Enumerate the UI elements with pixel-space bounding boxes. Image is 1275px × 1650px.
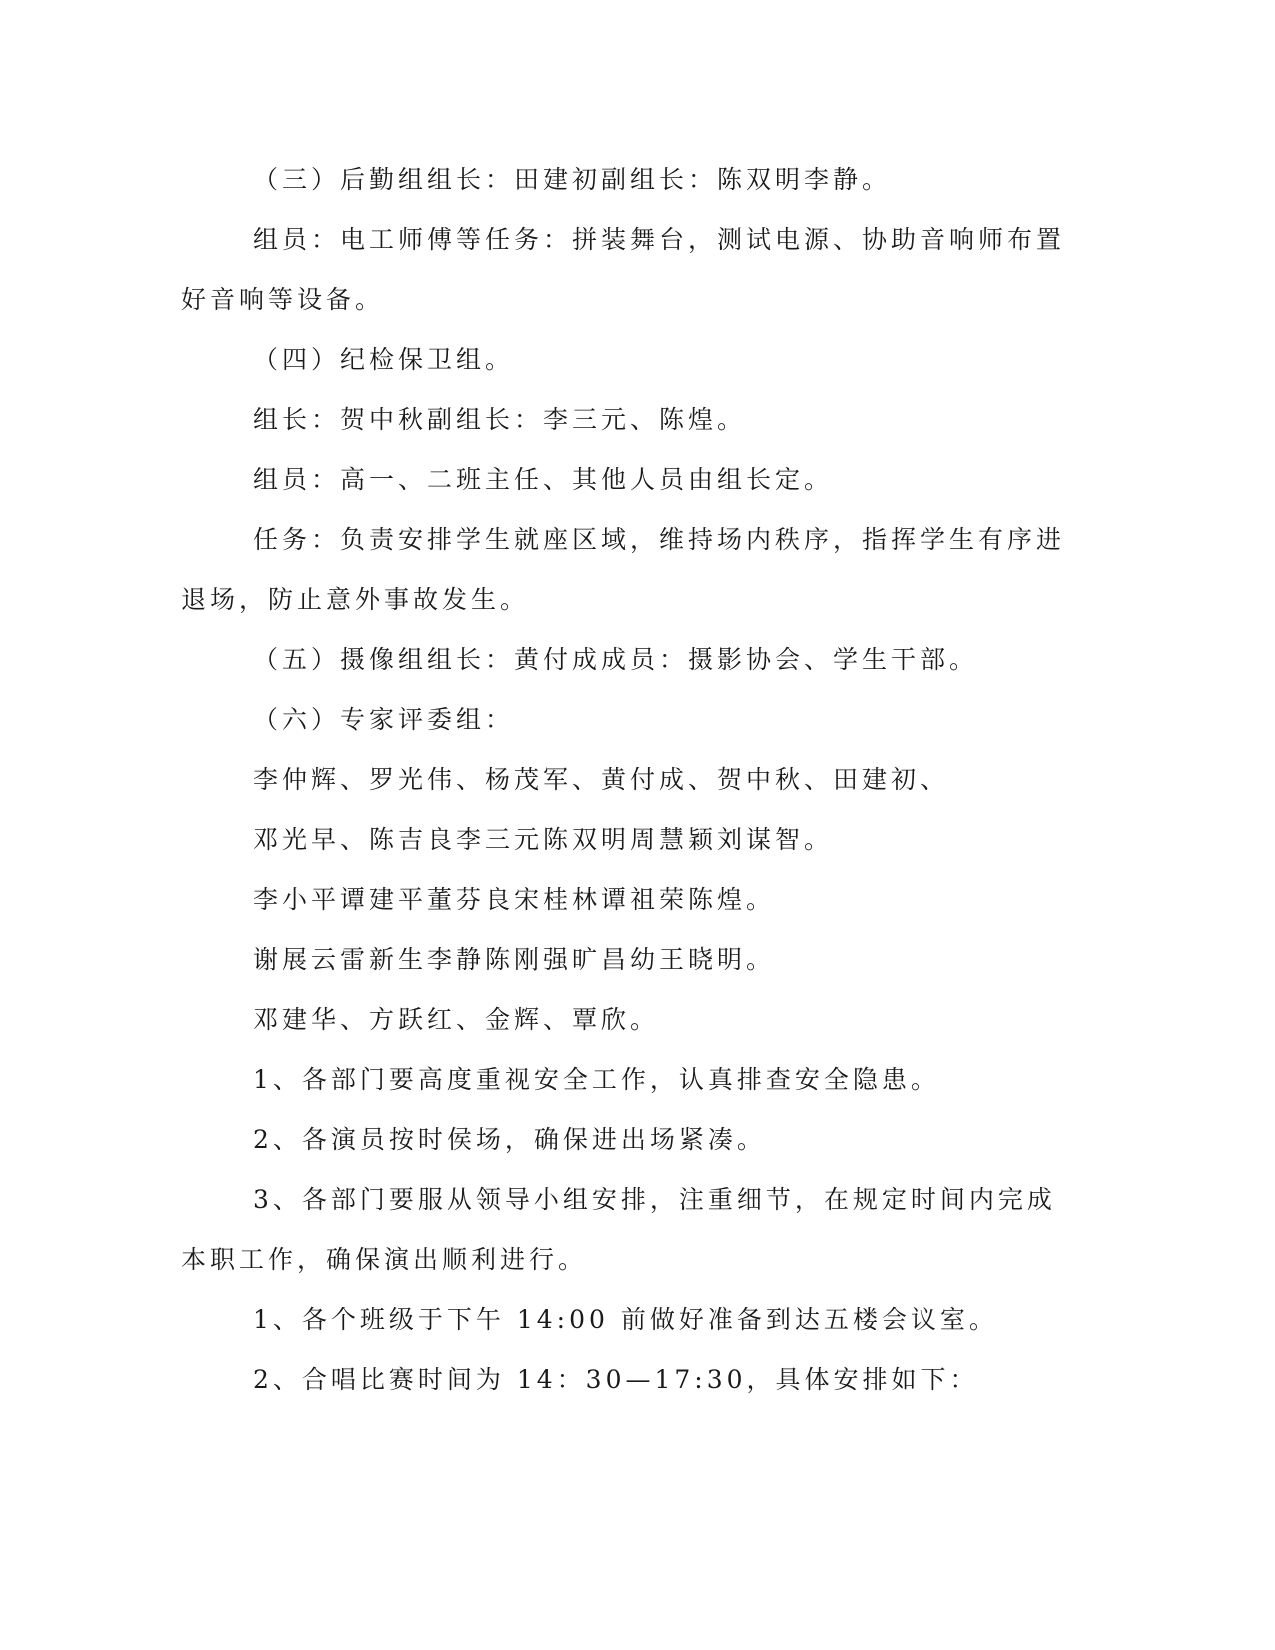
jury-list-line-3: 李小平谭建平董芬良宋桂林谭祖荣陈煌。 <box>253 885 776 914</box>
heading-jury-group: （六）专家评委组： <box>253 705 515 734</box>
requirement-item-2: 2、各演员按时侯场，确保进出场紧凑。 <box>253 1125 766 1154</box>
jury-list-line-5: 邓建华、方跃红、金辉、覃欣。 <box>253 1005 660 1034</box>
jury-list-line-2: 邓光早、陈吉良李三元陈双明周慧颖刘谋智。 <box>253 825 834 854</box>
requirement-item-3: 3、各部门要服从领导小组安排，注重细节，在规定时间内完成 <box>253 1185 1056 1214</box>
paragraph-logistics-members-cont: 好音响等设备。 <box>181 285 385 314</box>
jury-list-line-4: 谢展云雷新生李静陈刚强旷昌幼王晓明。 <box>253 945 776 974</box>
paragraph-security-members: 组员：高一、二班主任、其他人员由组长定。 <box>253 465 834 494</box>
paragraph-logistics-members: 组员：电工师傅等任务：拼装舞台，测试电源、协助音响师布置 <box>253 225 1066 254</box>
paragraph-security-leaders: 组长：贺中秋副组长：李三元、陈煌。 <box>253 405 747 434</box>
paragraph-logistics-group: （三）后勤组组长：田建初副组长：陈双明李静。 <box>253 165 892 194</box>
requirement-item-3-cont: 本职工作，确保演出顺利进行。 <box>181 1245 588 1274</box>
document-body <box>181 150 1066 1410</box>
paragraph-security-task-cont: 退场，防止意外事故发生。 <box>181 585 530 614</box>
schedule-item-1: 1、各个班级于下午 14:00 前做好准备到达五楼会议室。 <box>253 1305 998 1334</box>
paragraph-security-task: 任务：负责安排学生就座区域，维持场内秩序，指挥学生有序进 <box>253 525 1066 554</box>
schedule-item-2: 2、合唱比赛时间为 14：30—17:30，具体安排如下： <box>253 1365 979 1394</box>
paragraph-camera-group: （五）摄像组组长：黄付成成员：摄影协会、学生干部。 <box>253 645 979 674</box>
heading-security-group: （四）纪检保卫组。 <box>253 345 515 374</box>
jury-list-line-1: 李仲辉、罗光伟、杨茂军、黄付成、贺中秋、田建初、 <box>253 765 950 794</box>
requirement-item-1: 1、各部门要高度重视安全工作，认真排查安全隐患。 <box>253 1065 940 1094</box>
